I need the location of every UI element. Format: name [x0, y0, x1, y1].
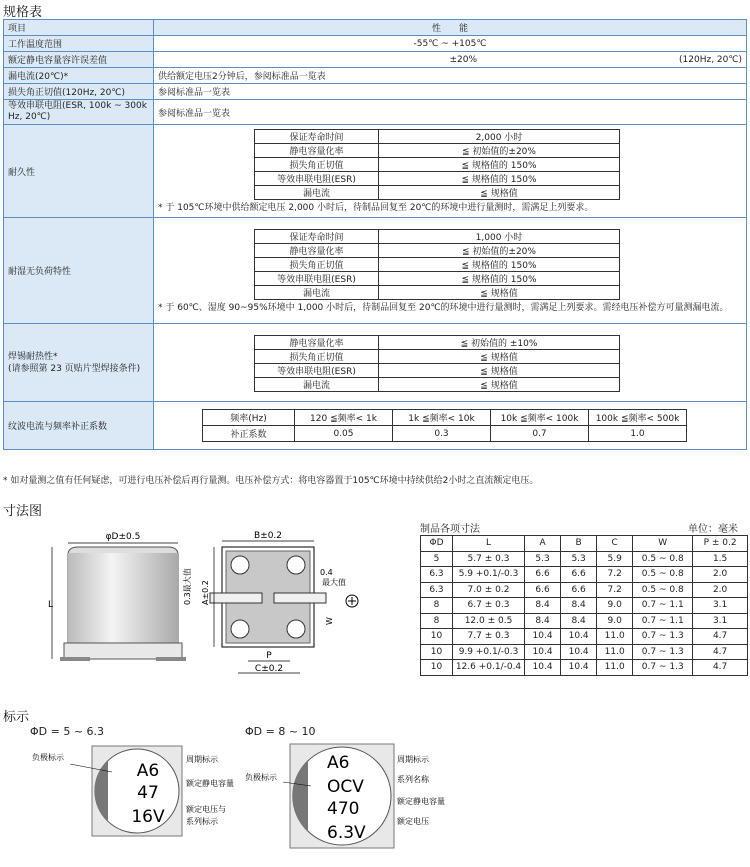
seat-corner — [287, 556, 305, 574]
marking-small-title: ΦD = 5 ~ 6.3 — [30, 725, 105, 738]
humidity-item: 静电容量化率 — [255, 243, 379, 257]
marking-large — [245, 742, 505, 852]
solder-value: ≦ 规格值 — [379, 377, 620, 391]
tan-label: 损失角正切值(120Hz, 20℃) — [4, 84, 154, 100]
leak-label: 漏电流(20℃)* — [4, 68, 154, 84]
table-cell: 8.4 — [525, 598, 561, 614]
label-period: 周期标示 — [397, 755, 429, 764]
table-cell: 4.7 — [693, 629, 748, 645]
dim-header: P ± 0.2 — [693, 536, 748, 552]
l-label: L — [48, 600, 54, 610]
table-cell: 0.7 ~ 1.3 — [633, 660, 693, 676]
b-label: B±0.2 — [253, 531, 283, 541]
ripple-coef: 0.05 — [295, 426, 393, 442]
endurance-value: 2,000 小时 — [379, 130, 620, 144]
table-cell: 7.0 ± 0.2 — [453, 582, 525, 598]
marking-large-title: ΦD = 8 ~ 10 — [245, 725, 316, 738]
temp-label: 工作温度范围 — [4, 36, 154, 52]
dim-header: W — [633, 536, 693, 552]
table-cell: 6.3 — [421, 567, 453, 583]
endurance-item: 等效串联电阻(ESR) — [255, 172, 379, 186]
seat-corner — [287, 620, 305, 638]
humidity-item: 损失角正切值 — [255, 257, 379, 271]
table-row — [421, 551, 748, 567]
humidity-value: ≦ 规格值的 150% — [379, 257, 620, 271]
solder-label2: (请参照第 23 页贴片型焊接条件) — [8, 363, 141, 374]
ripple-coef: 0.3 — [393, 426, 491, 442]
endurance-value: ≦ 规格值 — [379, 186, 620, 200]
tol-label: 额定静电容量容许误差值 — [4, 52, 154, 68]
table-cell: 0.7 ~ 1.3 — [633, 644, 693, 660]
dim-header: L — [453, 536, 525, 552]
table-cell: 7.2 — [597, 567, 633, 583]
table-cell: 0.5 ~ 0.8 — [633, 551, 693, 567]
table-cell: 6.6 — [561, 567, 597, 583]
dims-unit: 单位：毫米 — [688, 524, 738, 535]
mark-line: A6 — [327, 753, 350, 773]
cap-shade — [68, 553, 178, 643]
endurance-value: ≦ 初始值的±20% — [379, 144, 620, 158]
humidity-value: ≦ 初始值的±20% — [379, 243, 620, 257]
table-cell: 8 — [421, 613, 453, 629]
ripple-freq: 1k ≦频率< 10k — [393, 410, 491, 426]
table-cell: 6.6 — [525, 582, 561, 598]
endurance-note: * 于 105℃环境中供给额定电压 2,000 小时后，待制品回复至 20℃的环境中进行量测时，需满足上列要求。 — [158, 203, 594, 213]
table-cell: 5.3 — [525, 551, 561, 567]
dimension-drawing — [30, 525, 375, 695]
table-cell: 10 — [421, 644, 453, 660]
a-label: A±0.2 — [201, 580, 210, 605]
val04-label: 0.4 — [320, 568, 333, 577]
endurance-item: 损失角正切值 — [255, 158, 379, 172]
w-label: W — [325, 617, 334, 625]
cap-base — [64, 643, 182, 659]
table-cell: 10.4 — [561, 644, 597, 660]
table-cell: 8.4 — [525, 613, 561, 629]
spec-title: 规格表 — [3, 5, 43, 20]
humidity-item: 等效串联电阻(ESR) — [255, 271, 379, 285]
humidity-cell — [154, 218, 747, 324]
c-label: C±0.2 — [254, 664, 284, 674]
spec-footnote: * 如对量测之值有任何疑虑，可进行电压补偿后再行量测。电压补偿方式：将电容器置于105℃环境中持续供给2小时之直流额定电压。 — [3, 476, 539, 486]
solder-value: ≦ 初始值的 ±10% — [379, 335, 620, 349]
table-cell: 10.4 — [525, 644, 561, 660]
ripple-label: 纹波电流与频率补正系数 — [4, 402, 154, 450]
endurance-item: 漏电流 — [255, 186, 379, 200]
table-cell: 11.0 — [597, 644, 633, 660]
label-volt: 额定电压 — [397, 817, 429, 826]
dim-header: A — [525, 536, 561, 552]
leak-value: 供给额定电压2分钟后，参阅标准品一览表 — [154, 68, 747, 84]
humidity-table — [254, 229, 620, 300]
table-cell: 0.7 ~ 1.1 — [633, 598, 693, 614]
table-cell: 11.0 — [597, 629, 633, 645]
label-neg: 负极标示 — [245, 773, 277, 782]
ripple-coef: 0.7 — [491, 426, 589, 442]
solder-value: ≦ 规格值 — [379, 363, 620, 377]
table-cell: 10.4 — [525, 629, 561, 645]
solder-cell — [154, 324, 747, 402]
table-row — [421, 629, 748, 645]
table-cell: 9.0 — [597, 598, 633, 614]
solder-value: ≦ 规格值 — [379, 349, 620, 363]
mark-line: A6 — [136, 761, 160, 781]
seat-corner — [231, 620, 249, 638]
tan-value: 参阅标准品一览表 — [154, 84, 747, 100]
table-row — [421, 567, 748, 583]
humidity-item: 漏电流 — [255, 285, 379, 299]
dim-header: ΦD — [421, 536, 453, 552]
solder-item: 静电容量化率 — [255, 335, 379, 349]
esr-value: 参阅标准品一览表 — [154, 100, 747, 125]
table-cell: 2.0 — [693, 582, 748, 598]
dim-header: B — [561, 536, 597, 552]
solder-label: 焊锡耐热性* — [8, 351, 58, 362]
label-cap: 额定静电容量 — [397, 797, 445, 806]
ripple-freq: 100k ≦频率< 500k — [589, 410, 687, 426]
table-cell: 0.7 ~ 1.3 — [633, 629, 693, 645]
table-cell: 12.6 +0.1/-0.4 — [453, 660, 525, 676]
seat-corner — [231, 556, 249, 574]
table-cell: 4.7 — [693, 660, 748, 676]
table-cell: 6.7 ± 0.3 — [453, 598, 525, 614]
humidity-value: ≦ 规格值 — [379, 285, 620, 299]
temp-value: -55℃ ~ +105℃ — [154, 36, 747, 52]
dims-title: 寸法图 — [3, 504, 43, 519]
table-cell: 10 — [421, 629, 453, 645]
table-cell: 8.4 — [561, 598, 597, 614]
tol-value: ±20% — [154, 52, 637, 68]
table-cell: 10.4 — [525, 660, 561, 676]
mark-line: 470 — [327, 799, 360, 819]
endurance-value: ≦ 规格值的 150% — [379, 158, 620, 172]
p-label: P — [266, 651, 272, 661]
table-cell: 3.1 — [693, 613, 748, 629]
mark-line: 6.3V — [327, 823, 366, 843]
endurance-item: 保证寿命时间 — [255, 130, 379, 144]
table-cell: 5.7 ± 0.3 — [453, 551, 525, 567]
marking-small — [30, 742, 240, 842]
ripple-freq-label: 频率(Hz) — [203, 410, 295, 426]
humidity-value: ≦ 规格值的 150% — [379, 271, 620, 285]
tol-cond: (120Hz, 20℃) — [637, 52, 747, 68]
label-neg: 负极标示 — [32, 753, 64, 762]
table-row — [421, 644, 748, 660]
table-cell: 0.5 ~ 0.8 — [633, 567, 693, 583]
spec-table — [3, 19, 747, 450]
table-cell: 3.1 — [693, 598, 748, 614]
table-cell: 8.4 — [561, 613, 597, 629]
table-cell: 0.7 ~ 1.1 — [633, 613, 693, 629]
humidity-note: * 于 60℃、湿度 90~95%环境中 1,000 小时后，待制品回复至 20℃的环境中进行量测时，需满足上列要求。需经电压补偿方可量测漏电流。 — [158, 302, 729, 313]
marking-title: 标示 — [3, 710, 30, 725]
table-row — [421, 582, 748, 598]
mark-line: OCV — [327, 777, 364, 797]
endurance-table — [254, 129, 620, 200]
label-series: 系列名称 — [397, 775, 429, 784]
label-cap: 额定静电容量 — [186, 779, 234, 788]
ripple-table — [202, 409, 687, 442]
endurance-value: ≦ 规格值的 150% — [379, 172, 620, 186]
table-cell: 6.6 — [561, 582, 597, 598]
esr-label: 等效串联电阻(ESR, 100k ~ 300k Hz, 20℃) — [4, 100, 154, 125]
ripple-coef: 1.0 — [589, 426, 687, 442]
endurance-cell — [154, 125, 747, 218]
dim-header: C — [597, 536, 633, 552]
ripple-cell — [154, 402, 747, 450]
humidity-label: 耐湿无负荷特性 — [4, 218, 154, 324]
label-volt2: 系列标示 — [186, 817, 218, 826]
side-label: 0.3最大值 — [183, 568, 192, 605]
phid-label: φD±0.5 — [105, 532, 141, 542]
mark-line: 47 — [137, 783, 159, 803]
lead-left — [210, 593, 262, 603]
table-cell: 4.7 — [693, 644, 748, 660]
table-cell: 5.3 — [561, 551, 597, 567]
lead-right — [274, 593, 326, 603]
table-cell: 6.6 — [525, 567, 561, 583]
table-cell: 7.7 ± 0.3 — [453, 629, 525, 645]
table-cell: 10 — [421, 660, 453, 676]
table-cell: 6.3 — [421, 582, 453, 598]
table-cell: 5 — [421, 551, 453, 567]
table-row — [421, 613, 748, 629]
cap-terminal — [156, 657, 186, 661]
humidity-item: 保证寿命时间 — [255, 229, 379, 243]
maxv-label: 最大值 — [322, 578, 346, 587]
dims-table — [420, 535, 748, 676]
ripple-freq: 120 ≦频率< 1k — [295, 410, 393, 426]
table-cell: 5.9 — [597, 551, 633, 567]
ripple-coef-label: 补正系数 — [203, 426, 295, 442]
solder-label-cell — [4, 324, 154, 402]
mark-line: 16V — [131, 807, 165, 827]
head-perf: 性 能 — [154, 20, 747, 36]
table-cell: 8 — [421, 598, 453, 614]
table-cell: 11.0 — [597, 660, 633, 676]
ripple-freq: 10k ≦频率< 100k — [491, 410, 589, 426]
table-cell: 7.2 — [597, 582, 633, 598]
table-cell: 5.9 +0.1/-0.3 — [453, 567, 525, 583]
table-cell: 9.0 — [597, 613, 633, 629]
table-row — [421, 660, 748, 676]
cap-terminal — [60, 657, 90, 661]
humidity-value: 1,000 小时 — [379, 229, 620, 243]
solder-item: 损失角正切值 — [255, 349, 379, 363]
table-cell: 10.4 — [561, 660, 597, 676]
solder-item: 等效串联电阻(ESR) — [255, 363, 379, 377]
table-cell: 12.0 ± 0.5 — [453, 613, 525, 629]
head-item: 项目 — [4, 20, 154, 36]
endurance-item: 静电容量化率 — [255, 144, 379, 158]
table-cell: 9.9 +0.1/-0.3 — [453, 644, 525, 660]
solder-table — [254, 335, 620, 392]
label-period: 周期标示 — [186, 755, 218, 764]
table-cell: 0.5 ~ 0.8 — [633, 582, 693, 598]
table-row — [421, 598, 748, 614]
table-cell: 1.5 — [693, 551, 748, 567]
dims-caption: 制品各项寸法 — [420, 524, 480, 535]
table-cell: 2.0 — [693, 567, 748, 583]
label-volt: 额定电压与 — [186, 805, 226, 814]
solder-item: 漏电流 — [255, 377, 379, 391]
endurance-label: 耐久性 — [4, 125, 154, 218]
table-cell: 10.4 — [561, 629, 597, 645]
